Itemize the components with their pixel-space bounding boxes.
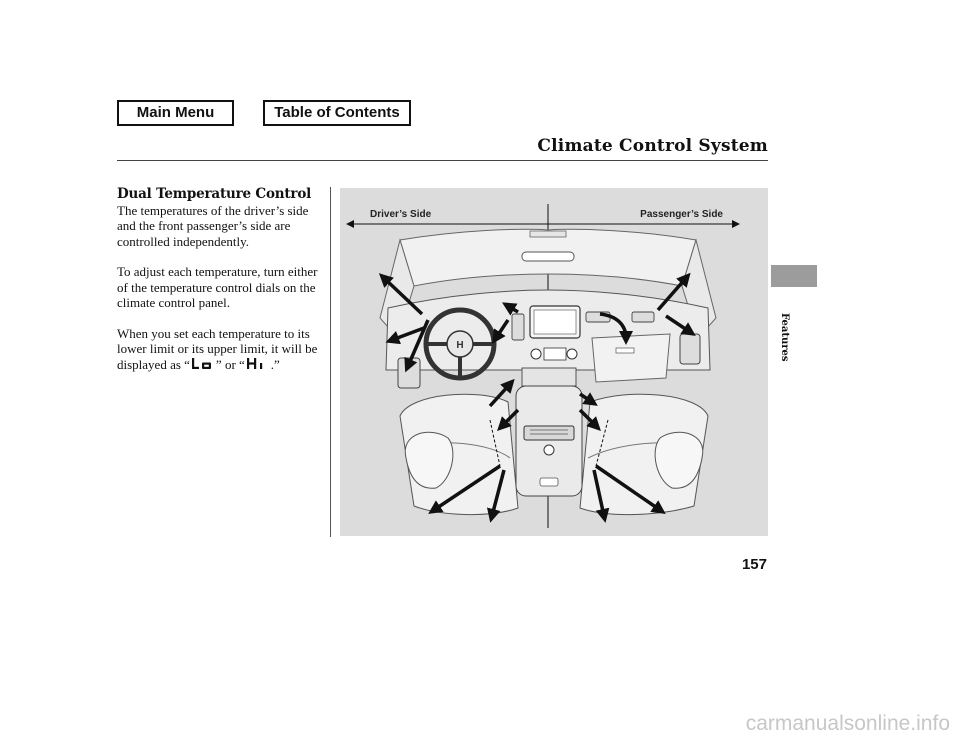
paragraph-independent: The temperatures of the driver’s side and the front passenger’s side are controlled independently.: [117, 202, 309, 249]
hi-display-icon: [245, 357, 271, 370]
subsection-heading: Dual Temperature Control: [117, 186, 312, 202]
text-column: [117, 187, 329, 387]
main-menu-button[interactable]: Main Menu: [117, 100, 234, 126]
rear-vent: [524, 426, 574, 440]
paragraph-limits: [117, 326, 329, 373]
rearview-mirror: [522, 252, 574, 261]
watermark: carmanualsonline.info: [745, 712, 950, 735]
dashboard-illustration: [340, 188, 768, 536]
paragraph-adjust: To adjust each temperature, turn either of the temperature control dials on the climate control panel.: [117, 264, 318, 310]
section-title: Climate Control System: [537, 136, 768, 156]
limits-text-c: .”: [270, 356, 280, 372]
svg-text:H: H: [456, 340, 464, 351]
lo-display-icon: [190, 357, 216, 370]
column-divider: [330, 187, 331, 537]
limits-text-a: When you set each temperature to its lower limit or its upper limit, it will be displayed as “: [117, 325, 318, 372]
table-of-contents-button[interactable]: Table of Contents: [263, 100, 411, 126]
page-number: 157: [741, 556, 767, 573]
limits-text-b: ” or “: [215, 356, 245, 372]
section-tab: [771, 265, 817, 287]
header-rule: [117, 160, 768, 161]
passengers-side-label: Passenger’s Side: [640, 209, 723, 220]
drivers-side-label: Driver’s Side: [370, 209, 432, 220]
section-tab-label: Features: [779, 313, 790, 362]
